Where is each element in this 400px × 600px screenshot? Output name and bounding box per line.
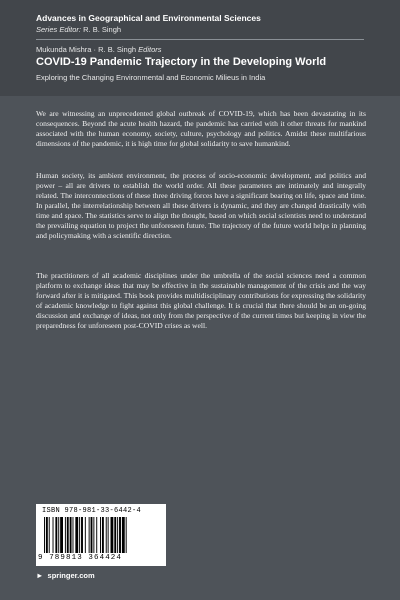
barcode-digits: 9 789813 364424 [38, 554, 123, 562]
header-divider [36, 39, 364, 40]
book-subtitle: Exploring the Changing Environmental and Economic Milieus in India [36, 73, 266, 82]
barcode-bar [126, 517, 127, 553]
cover-header [0, 0, 400, 96]
series-editor-label: Series Editor: [36, 25, 82, 34]
barcode-bar [53, 517, 54, 553]
barcode-bar [108, 517, 109, 553]
barcode-bar [81, 517, 83, 553]
barcode-bar [91, 517, 93, 553]
barcode-bar [85, 517, 86, 553]
barcode-bar [65, 517, 66, 553]
blurb-paragraph-2: Human society, its ambient environment, the process of socio-economic development, and politics and power – all are drivers to establish the world order. All these parameters are intimately and integrally related. The interconnections of these three driving forces have a significant bearing on life, space and time. In parallel, the interrelationship between all these drivers is dynamic, and they are changed drastically with time and space. The statistics serve to align the thought, based on which social scientists need to understand the prevailing equation to project the unforeseen future. The trajectory of the future world helps in planning and policymaking with a scientific direction. [36, 171, 366, 240]
publisher-website[interactable] [36, 571, 95, 580]
blurb-paragraph-1: We are witnessing an unprecedented global outbreak of COVID-19, which has been devastating in its consequences. Beyond the acute health hazard, the pandemic has carried with it other threats for mankind associated with the human economy, society, culture, psychology and politics. Amidst these multifarious dimensions of the pandemic, it is high time for global solidarity to save humankind. [36, 109, 366, 148]
editors-names: Mukunda Mishra · R. B. Singh [36, 45, 137, 54]
barcode-bar [75, 517, 78, 553]
barcode-bar [89, 517, 90, 553]
website-text: springer.com [47, 571, 95, 580]
barcode-bar [114, 517, 116, 553]
barcode-bar [73, 517, 74, 553]
series-editor-name: R. B. Singh [83, 25, 122, 34]
barcode-bar [49, 517, 50, 553]
barcode-bar [67, 517, 69, 553]
barcode-bar [60, 517, 63, 553]
arrow-icon: ► [36, 571, 44, 580]
barcode-bar [117, 517, 118, 553]
barcode-bar [96, 517, 97, 553]
barcode-bar [111, 517, 114, 553]
barcode-bar [44, 517, 45, 553]
blurb-paragraph-3: The practitioners of all academic disciplines under the umbrella of the social sciences need a common platform to exchange ideas that may be effective in the sustainable management of the crisis and the way forward after it is mitigated. This book provides multidisciplinary contributions for expressing the solidarity of academic knowledge to fight against this global challenge. It is crucial that there should be an on-going discussion and exchange of ideas, not only from the perspective of the current times but keeping in view the preparedness for unforeseen post-COVID crises as well. [36, 271, 366, 330]
barcode-bar [106, 517, 107, 553]
barcode-bar [58, 517, 59, 553]
barcode-bar [119, 517, 121, 553]
barcode-box [36, 504, 166, 566]
book-editors [36, 45, 161, 54]
series-editor [36, 25, 121, 34]
book-title: COVID-19 Pandemic Trajectory in the Developing World [36, 56, 327, 68]
barcode-bar [55, 517, 57, 553]
series-title: Advances in Geographical and Environmental Sciences [36, 13, 261, 23]
barcode-bar [100, 517, 101, 553]
barcode-bar [102, 517, 104, 553]
barcode-bar [46, 517, 48, 553]
barcode-bar [122, 517, 125, 553]
isbn-text: ISBN 978-981-33-6442-4 [42, 507, 142, 515]
barcode-bar [93, 517, 94, 553]
barcode-bar [70, 517, 72, 553]
barcode-bar [79, 517, 80, 553]
editors-label: Editors [138, 45, 162, 54]
barcode-graphic [44, 517, 158, 553]
